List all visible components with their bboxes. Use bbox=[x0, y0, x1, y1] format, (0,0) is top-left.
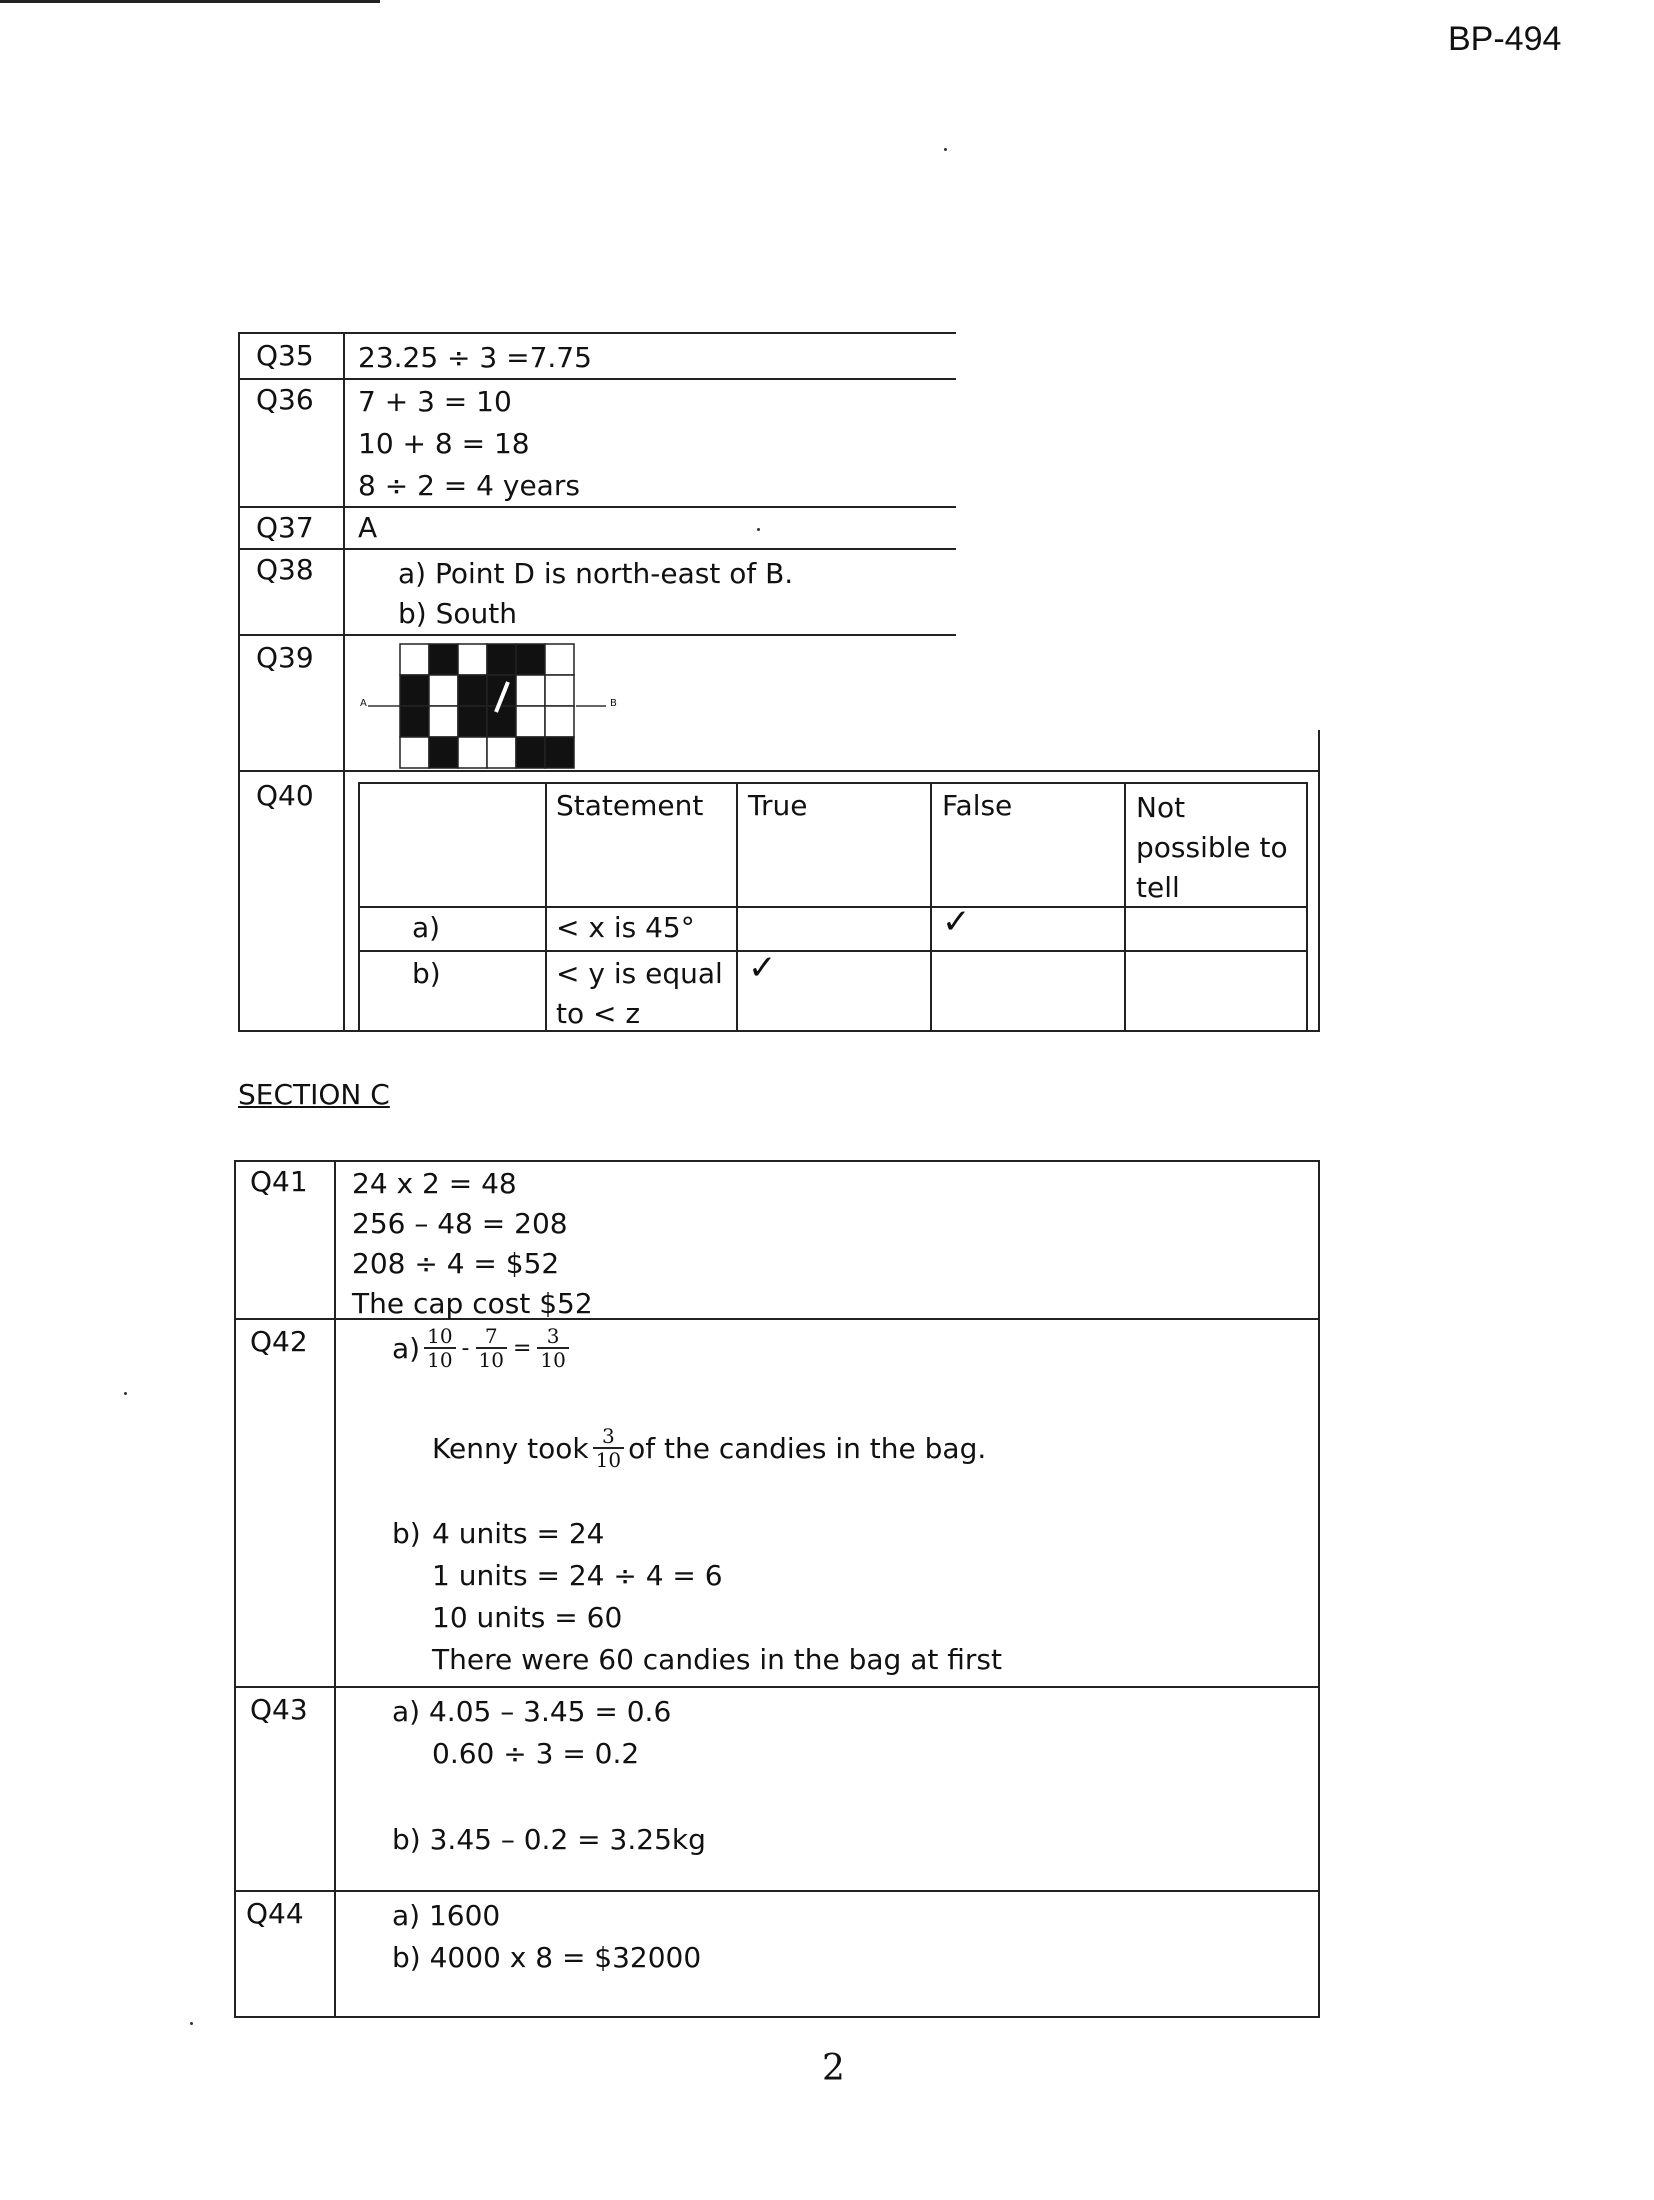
header-not-possible-line2: possible to bbox=[1136, 831, 1288, 864]
check-mark-false: ✓ bbox=[942, 902, 971, 942]
question-label: Q43 bbox=[250, 1693, 308, 1726]
answer-line: 24 x 2 = 48 bbox=[352, 1167, 517, 1200]
speck bbox=[124, 1392, 127, 1395]
part-label: a) bbox=[392, 1331, 421, 1365]
question-label: Q36 bbox=[256, 383, 314, 416]
answer-part-a: a) 1600 bbox=[392, 1899, 501, 1932]
header-false: False bbox=[942, 789, 1013, 822]
speck bbox=[944, 148, 947, 151]
minus-sign: - bbox=[461, 1335, 470, 1361]
question-label: Q37 bbox=[256, 511, 314, 544]
answer-sentence: Kenny took $\frac{3}{10}$ of the candies in the bag. bbox=[432, 1424, 987, 1472]
check-mark-true: ✓ bbox=[748, 948, 777, 988]
row-statement-line1: < y is equal bbox=[556, 957, 723, 990]
answer-line: 7 + 3 = 10 bbox=[358, 385, 512, 418]
answer-part-a: a) Point D is north-east of B. bbox=[398, 557, 794, 590]
row-statement: < x is 45° bbox=[556, 911, 695, 944]
answer-line: 0.60 ÷ 3 = 0.2 bbox=[432, 1737, 640, 1770]
fraction-expression bbox=[392, 1320, 573, 1376]
row-label: a) bbox=[412, 911, 441, 944]
header-not-possible-line3: tell bbox=[1136, 871, 1180, 904]
answer-line: 1 units = 24 ÷ 4 = 6 bbox=[432, 1559, 723, 1592]
question-label: Q35 bbox=[256, 339, 314, 372]
answer-line: b) 3.45 – 0.2 = 3.25kg bbox=[392, 1823, 706, 1856]
equals-sign: = bbox=[512, 1335, 532, 1361]
grid-svg bbox=[356, 638, 626, 772]
answer-part-b: b) South bbox=[398, 597, 517, 630]
question-label: Q44 bbox=[246, 1897, 304, 1930]
speck bbox=[757, 528, 760, 531]
answer-line: a) 4.05 – 3.45 = 0.6 bbox=[392, 1695, 672, 1728]
question-label: Q40 bbox=[256, 779, 314, 812]
fraction: $\frac{3}{10}$ bbox=[537, 1325, 568, 1371]
answer-line: 8 ÷ 2 = 4 years bbox=[358, 469, 580, 502]
answer-text: A bbox=[358, 511, 378, 544]
speck bbox=[190, 2022, 193, 2025]
answer-line: 4 units = 24 bbox=[432, 1517, 605, 1550]
page-number: 2 bbox=[822, 2048, 845, 2089]
row-statement-line2: to < z bbox=[556, 997, 641, 1030]
answer-line: 256 – 48 = 208 bbox=[352, 1207, 568, 1240]
fraction: $\frac{10}{10}$ bbox=[424, 1325, 455, 1371]
part-label: b) bbox=[392, 1517, 421, 1550]
answer-line: 208 ÷ 4 = $52 bbox=[352, 1247, 560, 1280]
header-not-possible-line1: Not bbox=[1136, 791, 1186, 824]
fraction: $\frac{3}{10}$ bbox=[593, 1425, 624, 1471]
answer-text: 23.25 ÷ 3 =7.75 bbox=[358, 341, 592, 374]
answer-line: 10 units = 60 bbox=[432, 1601, 623, 1634]
fraction: $\frac{7}{10}$ bbox=[476, 1325, 507, 1371]
header-statement: Statement bbox=[556, 789, 704, 822]
line-label-a: A bbox=[360, 698, 367, 709]
answer-line: The cap cost $52 bbox=[352, 1287, 593, 1320]
answer-part-b: b) 4000 x 8 = $32000 bbox=[392, 1941, 702, 1974]
question-label: Q39 bbox=[256, 641, 314, 674]
header-true: True bbox=[748, 789, 808, 822]
answer-line: There were 60 candies in the bag at first bbox=[432, 1643, 1002, 1676]
line-label-b: B bbox=[610, 698, 617, 709]
question-label: Q38 bbox=[256, 553, 314, 586]
section-heading: SECTION C bbox=[238, 1078, 390, 1111]
answer-line: 10 + 8 = 18 bbox=[358, 427, 530, 460]
row-label: b) bbox=[412, 957, 441, 990]
question-label: Q42 bbox=[250, 1325, 308, 1358]
document-code: BP-494 bbox=[1448, 20, 1562, 58]
question-label: Q41 bbox=[250, 1165, 308, 1198]
top-edge-mark bbox=[0, 0, 380, 3]
symmetry-grid-figure bbox=[356, 638, 626, 772]
